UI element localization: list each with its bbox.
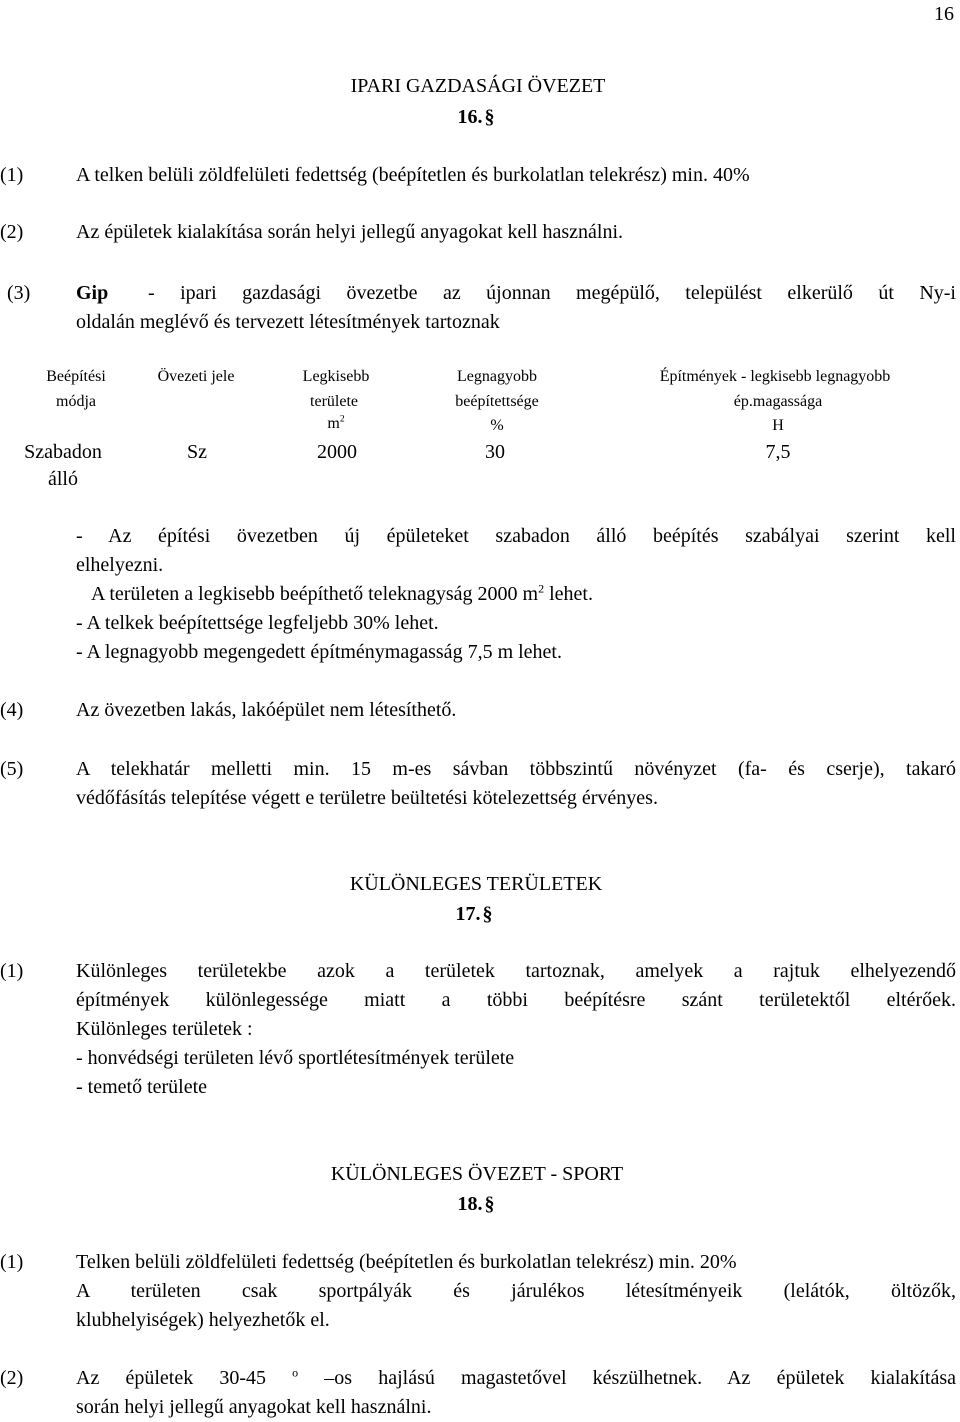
paragraph-sign: § [482, 903, 493, 925]
paragraph-sign: § [484, 1193, 495, 1215]
item-number: (1) [0, 164, 24, 186]
table-header-cell: % [490, 417, 504, 434]
paragraph-sign: § [484, 106, 495, 128]
section-number-text: 18. [457, 1193, 483, 1215]
item-number: (5) [0, 758, 24, 780]
table-cell: Sz [187, 441, 207, 463]
item-number: (3) [7, 282, 31, 304]
section-17-title: KÜLÖNLEGES TERÜLETEK [349, 873, 603, 895]
item-text: Az övezetben lakás, lakóépület nem létesíthető. [76, 699, 457, 721]
table-header-cell: Legnagyobb [457, 368, 537, 385]
item-text: Az épületek kialakítása során helyi jellegű anyagokat kell használni. [76, 221, 624, 243]
bullet-line: elhelyezni. [76, 554, 164, 576]
table-header-cell: módja [56, 393, 96, 410]
item-number: (2) [0, 221, 24, 243]
section-18-title: KÜLÖNLEGES ÖVEZET - SPORT [330, 1163, 624, 1185]
table-header-cell: beépítettsége [455, 393, 539, 410]
bullet-line [76, 526, 956, 546]
bullet-line: - A legnagyobb megengedett építménymagasság 7,5 m lehet. [76, 641, 562, 663]
table-cell: Szabadon [24, 441, 102, 463]
section-17-number [456, 904, 493, 924]
item-text-line [76, 990, 956, 1010]
degree-superscript: o [292, 1365, 299, 1380]
table-header-cell: Építmények - legkisebb legnagyobb [659, 368, 891, 385]
table-header-cell: Legkisebb [302, 368, 370, 385]
line-text: A területen a legkisebb beépíthető teleknagyság 2000 m [91, 583, 539, 605]
item-text-line [76, 759, 956, 779]
justified-line [76, 1365, 956, 1389]
section-18-number [458, 1194, 495, 1214]
table-header-cell: területe [310, 393, 358, 410]
line-text: Az épületek 30-45 [76, 1367, 293, 1389]
unit-text: m [327, 415, 340, 432]
item-text-line: védőfásítás telepítése végett e területre beültetési kötelezettség érvényes. [76, 787, 658, 809]
item-number: (2) [0, 1367, 24, 1389]
item-text-line: oldalán meglévő és tervezett létesítmények tartoznak [76, 311, 500, 333]
superscript: 2 [538, 581, 545, 596]
justified-line: építmények különlegessége miatt a többi beépítésre szánt területektől eltérőek. [76, 989, 956, 1011]
unit-superscript: 2 [339, 413, 345, 425]
justified-line: A területen csak sportpályák és járulékos létesítményeik (lelátók, öltözők, [76, 1280, 956, 1302]
item-text-line: - temető területe [76, 1076, 208, 1098]
justified-line: - Az építési övezetben új épületeket szabadon álló beépítés szabályai szerint kell [76, 525, 956, 547]
section-16-title: IPARI GAZDASÁGI ÖVEZET [350, 75, 606, 97]
item-text: A telken belüli zöldfelületi fedettség (beépítetlen és burkolatlan telekrész) min. 40% [76, 164, 750, 186]
table-header-cell: Övezeti jele [157, 368, 235, 385]
bullet-line: - A telkek beépítettsége legfeljebb 30% lehet. [76, 612, 439, 634]
table-header-cell: Beépítési [46, 368, 106, 385]
bullet-line [91, 581, 593, 605]
item-number: (1) [0, 960, 24, 982]
item-text-line: - honvédségi területen lévő sportlétesítmények területe [76, 1047, 515, 1069]
item-text-line [148, 283, 956, 303]
table-header-cell: H [772, 417, 784, 434]
justified-line: Különleges területekbe azok a területek tartoznak, amelyek a rajtuk elhelyezendő [76, 960, 956, 982]
justified-line: A telekhatár melletti min. 15 m-es sávban többszintű növényzet (fa- és cserje), takaró [76, 758, 956, 780]
page-number: 16 [934, 3, 954, 25]
section-16-number [458, 107, 495, 127]
justified-line: - ipari gazdasági övezetbe az újonnan megépülő, települést elkerülő út Ny-i [148, 282, 956, 304]
item-text-line: klubhelyiségek) helyezhetők el. [76, 1309, 330, 1331]
item-text-line: Különleges területek : [76, 1018, 253, 1040]
table-header-cell [327, 413, 345, 432]
section-number-text: 17. [455, 903, 481, 925]
item-text-line: során helyi jellegű anyagokat kell használni. [76, 1396, 432, 1418]
table-cell: 2000 [317, 441, 357, 463]
zone-code: Gip [76, 282, 109, 304]
table-cell: álló [48, 468, 78, 490]
item-text-line: Telken belüli zöldfelületi fedettség (beépítetlen és burkolatlan telekrész) min. 20% [76, 1251, 737, 1273]
section-number-text: 16. [457, 106, 483, 128]
item-text-line [76, 1365, 956, 1389]
item-text-line [76, 1281, 956, 1301]
table-cell: 30 [485, 441, 505, 463]
item-number: (1) [0, 1251, 24, 1273]
item-text-line [76, 961, 956, 981]
table-header-cell: ép.magassága [733, 393, 823, 410]
table-cell: 7,5 [765, 441, 791, 463]
line-text: lehet. [544, 583, 593, 605]
line-text: –os hajlású magastetővel készülhetnek. Az épületek kialakítása [298, 1367, 956, 1389]
item-number: (4) [0, 699, 24, 721]
